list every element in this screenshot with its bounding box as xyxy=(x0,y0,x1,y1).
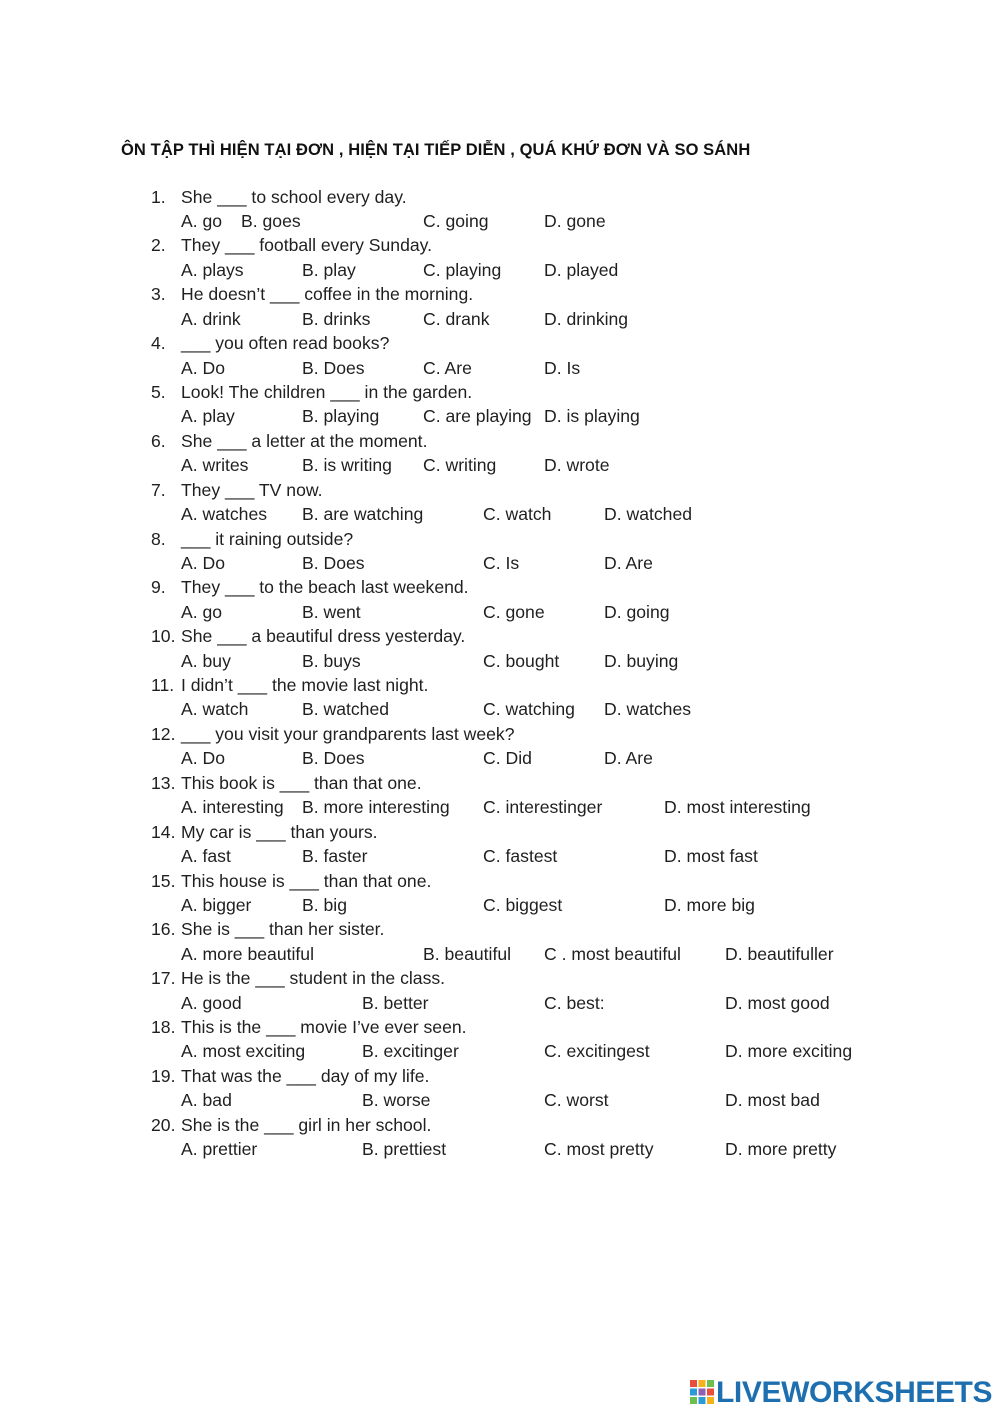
question-item xyxy=(0,429,999,478)
question-text: She is ___ than her sister. xyxy=(181,919,385,940)
question-number: 2. xyxy=(151,235,166,256)
answer-option-a: A. Do xyxy=(181,748,226,769)
answer-option-b: B. are watching xyxy=(302,504,424,525)
question-item xyxy=(0,527,999,576)
question-item xyxy=(0,331,999,380)
answer-option-d: D. more big xyxy=(664,894,755,915)
answer-option-b: B. big xyxy=(302,894,347,915)
question-number: 16. xyxy=(151,919,176,940)
answer-option-d: D. Is xyxy=(544,357,581,378)
question-number: 13. xyxy=(151,772,176,793)
question-text: She ___ to school every day. xyxy=(181,186,407,207)
question-text: She is the ___ girl in her school. xyxy=(181,1114,432,1135)
answer-option-a: A. go xyxy=(181,601,223,622)
question-number: 1. xyxy=(151,186,166,207)
question-text: I didn’t ___ the movie last night. xyxy=(181,675,429,696)
question-text: This is the ___ movie I’ve ever seen. xyxy=(181,1017,467,1038)
answer-option-b: B. Does xyxy=(302,357,365,378)
question-text: They ___ to the beach last weekend. xyxy=(181,577,469,598)
answer-option-b: B. drinks xyxy=(302,308,371,329)
answer-option-d: D. Are xyxy=(604,748,653,769)
question-text: She ___ a beautiful dress yesterday. xyxy=(181,626,466,647)
answer-option-a: A. prettier xyxy=(181,1139,258,1160)
answer-option-d: D. more exciting xyxy=(725,1041,853,1062)
answer-option-a: A. fast xyxy=(181,846,231,867)
liveworksheets-logo-text: LIVEWORKSHEETS xyxy=(716,1376,993,1409)
question-item xyxy=(0,1113,999,1162)
question-number: 14. xyxy=(151,821,176,842)
answer-option-a: A. go xyxy=(181,210,223,231)
answer-option-d: D. going xyxy=(604,601,670,622)
answer-option-c: C. going xyxy=(423,210,489,231)
question-item xyxy=(0,771,999,820)
question-number: 12. xyxy=(151,723,176,744)
answer-option-d: D. played xyxy=(544,259,619,280)
question-item xyxy=(0,282,999,331)
liveworksheets-logo xyxy=(690,1376,993,1410)
question-number: 18. xyxy=(151,1017,176,1038)
answer-option-d: D. beautifuller xyxy=(725,943,834,964)
answer-option-c: C. bought xyxy=(483,650,560,671)
answer-option-b: B. playing xyxy=(302,406,380,427)
answer-option-d: D. buying xyxy=(604,650,679,671)
question-text: ___ you visit your grandparents last week? xyxy=(181,723,515,744)
answer-option-b: B. play xyxy=(302,259,356,280)
question-text: She ___ a letter at the moment. xyxy=(181,430,428,451)
answer-option-d: D. most fast xyxy=(664,846,758,867)
answer-option-c: C. most pretty xyxy=(544,1139,654,1160)
answer-option-a: A. bad xyxy=(181,1090,232,1111)
question-number: 4. xyxy=(151,333,166,354)
answer-option-d: D. Are xyxy=(604,552,653,573)
answer-option-d: D. most interesting xyxy=(664,797,811,818)
answer-option-c: C. playing xyxy=(423,259,502,280)
answer-option-a: A. interesting xyxy=(181,797,284,818)
answer-option-c: C. Is xyxy=(483,552,520,573)
answer-option-c: C. Did xyxy=(483,748,532,769)
answer-option-c: C . most beautiful xyxy=(544,943,681,964)
question-number: 5. xyxy=(151,382,166,402)
answer-option-b: B. Does xyxy=(302,552,365,573)
answer-option-b: B. buys xyxy=(302,650,361,671)
question-number: 17. xyxy=(151,968,176,989)
question-number: 11. xyxy=(151,675,175,696)
answer-option-c: C. drank xyxy=(423,308,490,329)
answer-option-c: C. gone xyxy=(483,601,545,622)
answer-option-b: B. excitinger xyxy=(362,1041,459,1062)
answer-option-c: C. interestinger xyxy=(483,797,603,818)
question-item xyxy=(0,673,999,722)
question-number: 19. xyxy=(151,1065,176,1086)
answer-option-d: D. is playing xyxy=(544,406,640,427)
answer-option-d: D. more pretty xyxy=(725,1139,837,1160)
question-text: He is the ___ student in the class. xyxy=(181,968,446,989)
question-number: 3. xyxy=(151,284,166,305)
answer-option-b: B. better xyxy=(362,992,429,1013)
answer-option-d: D. watches xyxy=(604,699,692,720)
answer-option-a: A. drink xyxy=(181,308,241,329)
answer-option-b: B. goes xyxy=(241,210,301,231)
question-text: This book is ___ than that one. xyxy=(181,772,422,793)
question-item xyxy=(0,966,999,1015)
question-number: 8. xyxy=(151,528,166,549)
answer-option-a: A. good xyxy=(181,992,242,1013)
answer-option-a: A. writes xyxy=(181,455,249,476)
question-number: 15. xyxy=(151,870,176,891)
question-number: 20. xyxy=(151,1114,176,1135)
question-text: ___ it raining outside? xyxy=(181,528,354,549)
answer-option-a: A. more beautiful xyxy=(181,943,315,964)
answer-option-c: C. biggest xyxy=(483,894,563,915)
question-item xyxy=(0,869,999,918)
answer-option-d: D. most good xyxy=(725,992,830,1013)
worksheet-title: ÔN TẬP THÌ HIỆN TẠI ĐƠN , HIỆN TẠI TIẾP DIỄN , QUÁ KHỨ ĐƠN VÀ SO SÁNH xyxy=(121,141,751,159)
answer-option-c: C. are playing xyxy=(423,406,532,427)
answer-option-b: B. watched xyxy=(302,699,390,720)
liveworksheets-logo-icon xyxy=(690,1380,714,1404)
answer-option-b: B. Does xyxy=(302,748,365,769)
answer-option-a: A. Do xyxy=(181,357,226,378)
answer-option-a: A. bigger xyxy=(181,894,252,915)
answer-option-b: B. more interesting xyxy=(302,797,450,818)
question-item xyxy=(0,1064,999,1113)
question-text: They ___ TV now. xyxy=(181,479,323,500)
question-item xyxy=(0,917,999,966)
answer-option-c: C. watch xyxy=(483,504,552,525)
answer-option-c: C. watching xyxy=(483,699,575,720)
question-item xyxy=(0,1015,999,1064)
answer-option-b: B. prettiest xyxy=(362,1139,447,1160)
answer-option-b: B. worse xyxy=(362,1090,431,1111)
answer-option-d: D. wrote xyxy=(544,455,610,476)
question-item xyxy=(0,478,999,527)
question-item xyxy=(0,624,999,673)
answer-option-b: B. went xyxy=(302,601,361,622)
question-text: He doesn’t ___ coffee in the morning. xyxy=(181,284,474,305)
question-item xyxy=(0,575,999,624)
answer-option-a: A. watch xyxy=(181,699,249,720)
answer-option-a: A. Do xyxy=(181,552,226,573)
question-text: My car is ___ than yours. xyxy=(181,821,378,842)
answer-option-a: A. most exciting xyxy=(181,1041,306,1062)
question-text: They ___ football every Sunday. xyxy=(181,235,433,256)
question-item xyxy=(0,820,999,869)
answer-option-c: C. fastest xyxy=(483,846,558,867)
question-item xyxy=(0,380,999,429)
question-item xyxy=(0,722,999,771)
answer-option-a: A. play xyxy=(181,406,235,427)
question-item xyxy=(0,185,999,234)
answer-option-b: B. faster xyxy=(302,846,368,867)
answer-option-d: D. gone xyxy=(544,210,606,231)
answer-option-c: C. worst xyxy=(544,1090,609,1111)
answer-option-d: D. watched xyxy=(604,504,693,525)
answer-option-a: A. watches xyxy=(181,504,268,525)
answer-option-a: A. buy xyxy=(181,650,231,671)
question-number: 9. xyxy=(151,577,166,598)
answer-option-c: C. writing xyxy=(423,455,497,476)
answer-option-b: B. is writing xyxy=(302,455,392,476)
answer-option-d: D. drinking xyxy=(544,308,629,329)
answer-option-d: D. most bad xyxy=(725,1090,820,1111)
question-text: ___ you often read books? xyxy=(181,333,390,354)
answer-option-c: C. best: xyxy=(544,992,605,1013)
question-number: 7. xyxy=(151,479,166,500)
question-number: 6. xyxy=(151,430,166,451)
answer-option-c: C. Are xyxy=(423,357,472,378)
question-number: 10. xyxy=(151,626,176,647)
answer-option-c: C. excitingest xyxy=(544,1041,650,1062)
question-text: Look! The children ___ in the garden. xyxy=(181,382,473,402)
question-text: That was the ___ day of my life. xyxy=(181,1065,430,1086)
question-item xyxy=(0,233,999,282)
question-text: This house is ___ than that one. xyxy=(181,870,432,891)
answer-option-a: A. plays xyxy=(181,259,244,280)
answer-option-b: B. beautiful xyxy=(423,943,512,964)
